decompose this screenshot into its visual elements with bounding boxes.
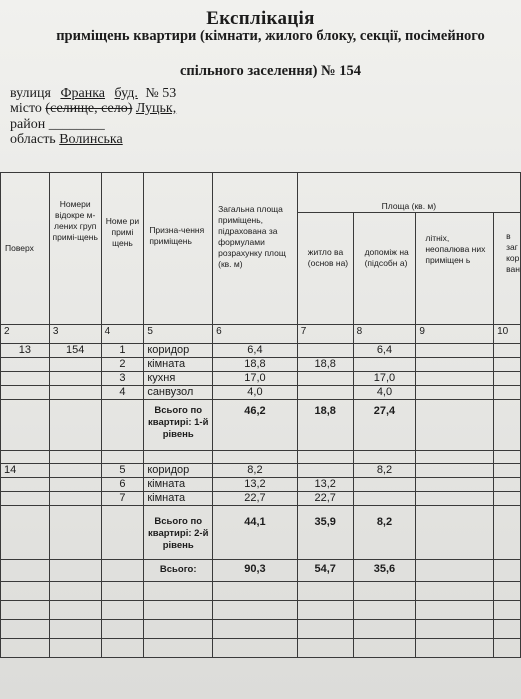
floor-cell [1, 372, 50, 386]
city-value: Луцьк, [135, 101, 177, 116]
aux-area-cell [353, 478, 416, 492]
room-no-cell [101, 506, 144, 560]
room-name-cell: кухня [144, 372, 213, 386]
col-num: 6 [213, 325, 298, 344]
table-row [1, 464, 521, 478]
subtotal-living: 18,8 [297, 400, 353, 451]
floor-cell: 13 [1, 344, 50, 358]
subtotal-total: 44,1 [213, 506, 298, 560]
grand-total-row [1, 560, 521, 582]
summer-area-cell [416, 386, 494, 400]
floor-cell [1, 560, 50, 582]
col-num: 3 [49, 325, 101, 344]
subtotal-label: Всього по квартирі: 1-й рівень [144, 400, 213, 451]
floor-cell [1, 358, 50, 372]
room-no-cell: 6 [101, 478, 144, 492]
group-cell [49, 386, 101, 400]
street-label: вулиця [10, 86, 51, 101]
aux-area-cell [353, 358, 416, 372]
summer-area-cell [416, 344, 494, 358]
floor-cell: 14 [1, 464, 50, 478]
empty-row [1, 639, 521, 658]
explication-table [0, 172, 521, 658]
extra-cell [494, 386, 521, 400]
column-numbers-row [1, 325, 521, 344]
extra-cell [494, 344, 521, 358]
living-area-cell: 13,2 [297, 478, 353, 492]
floor-cell [1, 506, 50, 560]
extra-cell [494, 492, 521, 506]
col-num: 10 [494, 325, 521, 344]
col-num: 7 [297, 325, 353, 344]
header-group: Номери відокре м-лених груп примі-щень [49, 173, 101, 325]
living-area-cell [297, 344, 353, 358]
total-area-cell: 18,8 [213, 358, 298, 372]
col-num: 4 [101, 325, 144, 344]
grand-total-living: 54,7 [297, 560, 353, 582]
extra-cell [494, 400, 521, 451]
aux-area-cell [353, 492, 416, 506]
building-value: № 53 [145, 86, 177, 101]
table-row [1, 358, 521, 372]
header-living: житло ва (основ на) [297, 213, 353, 325]
table-row [1, 372, 521, 386]
region-label: область [10, 132, 56, 147]
table-row [1, 386, 521, 400]
total-area-cell: 13,2 [213, 478, 298, 492]
total-area-cell: 17,0 [213, 372, 298, 386]
room-name-cell: санвузол [144, 386, 213, 400]
subtotal-label: Всього по квартирі: 2-й рівень [144, 506, 213, 560]
grand-total-aux: 35,6 [353, 560, 416, 582]
table-row [1, 492, 521, 506]
floor-cell [1, 400, 50, 451]
header-aux: допоміж на (підсобн а) [353, 213, 416, 325]
empty-row [1, 582, 521, 601]
room-no-cell: 1 [101, 344, 144, 358]
floor-cell [1, 478, 50, 492]
total-area-cell: 8,2 [213, 464, 298, 478]
building-label: буд. [114, 86, 138, 101]
grand-total-label: Всього: [144, 560, 213, 582]
document-subtitle-line1: приміщень квартири (кімнати, жилого блоку, секції, посімейного [56, 28, 485, 44]
living-area-cell: 18,8 [297, 358, 353, 372]
header-floor: Поверх [1, 173, 50, 325]
summer-area-cell [416, 464, 494, 478]
header-summer: літніх, неопалюва них приміщен ь [416, 213, 494, 325]
living-area-cell [297, 464, 353, 478]
header-purpose: Призна-чення приміщень [144, 173, 213, 325]
aux-area-cell: 8,2 [353, 464, 416, 478]
subtotal-living: 35,9 [297, 506, 353, 560]
spacer-row [1, 451, 521, 464]
address-street [10, 86, 176, 102]
group-cell [49, 492, 101, 506]
extra-cell [494, 464, 521, 478]
table-row [1, 344, 521, 358]
summer-area-cell [416, 478, 494, 492]
subtotal-aux: 8,2 [353, 506, 416, 560]
address-district [10, 117, 105, 133]
group-cell [49, 560, 101, 582]
header-total: Загальна площа приміщень, підрахована за формулами розрахунку площ (кв. м) [213, 173, 298, 325]
region-value: Волинська [59, 132, 123, 147]
extra-cell [494, 478, 521, 492]
total-area-cell: 6,4 [213, 344, 298, 358]
floor-cell [1, 492, 50, 506]
room-no-cell: 4 [101, 386, 144, 400]
group-cell [49, 464, 101, 478]
group-cell [49, 372, 101, 386]
grand-total-total: 90,3 [213, 560, 298, 582]
room-no-cell [101, 560, 144, 582]
living-area-cell [297, 386, 353, 400]
room-name-cell: кімната [144, 478, 213, 492]
aux-area-cell: 17,0 [353, 372, 416, 386]
living-area-cell: 22,7 [297, 492, 353, 506]
group-cell [49, 358, 101, 372]
summer-area-cell [416, 506, 494, 560]
address-city [10, 101, 176, 117]
total-area-cell: 4,0 [213, 386, 298, 400]
street-value: Франка [60, 86, 106, 101]
city-struck-text: (селище, село) [45, 101, 133, 116]
group-cell [49, 506, 101, 560]
extra-cell [494, 560, 521, 582]
room-no-cell: 2 [101, 358, 144, 372]
room-name-cell: кімната [144, 492, 213, 506]
document-subtitle-line2: спільного заселення) № 154 [180, 63, 361, 79]
room-no-cell: 3 [101, 372, 144, 386]
room-name-cell: коридор [144, 464, 213, 478]
room-no-cell [101, 400, 144, 451]
col-num: 9 [416, 325, 494, 344]
room-no-cell: 5 [101, 464, 144, 478]
aux-area-cell: 4,0 [353, 386, 416, 400]
group-cell [49, 400, 101, 451]
district-label: район [10, 117, 46, 132]
summer-area-cell [416, 372, 494, 386]
subtotal-row-level1 [1, 400, 521, 451]
summer-area-cell [416, 358, 494, 372]
header-room-no: Номе ри примі щень [101, 173, 144, 325]
room-name-cell: кімната [144, 358, 213, 372]
header-extra: в заг кор ван [494, 213, 521, 325]
empty-row [1, 601, 521, 620]
extra-cell [494, 358, 521, 372]
subtotal-aux: 27,4 [353, 400, 416, 451]
district-value: ________ [48, 117, 105, 132]
summer-area-cell [416, 560, 494, 582]
summer-area-cell [416, 492, 494, 506]
subtotal-row-level2 [1, 506, 521, 560]
col-num: 5 [144, 325, 213, 344]
room-no-cell: 7 [101, 492, 144, 506]
header-area-group: Площа (кв. м) [297, 173, 520, 213]
aux-area-cell: 6,4 [353, 344, 416, 358]
empty-row [1, 620, 521, 639]
city-label: місто [10, 101, 42, 116]
table-row [1, 478, 521, 492]
document-title: Експлікація [206, 8, 315, 29]
extra-cell [494, 506, 521, 560]
floor-cell [1, 386, 50, 400]
group-cell: 154 [49, 344, 101, 358]
summer-area-cell [416, 400, 494, 451]
room-name-cell: коридор [144, 344, 213, 358]
subtotal-total: 46,2 [213, 400, 298, 451]
group-cell [49, 478, 101, 492]
col-num: 8 [353, 325, 416, 344]
address-region [10, 132, 123, 148]
total-area-cell: 22,7 [213, 492, 298, 506]
extra-cell [494, 372, 521, 386]
living-area-cell [297, 372, 353, 386]
col-num: 2 [1, 325, 50, 344]
